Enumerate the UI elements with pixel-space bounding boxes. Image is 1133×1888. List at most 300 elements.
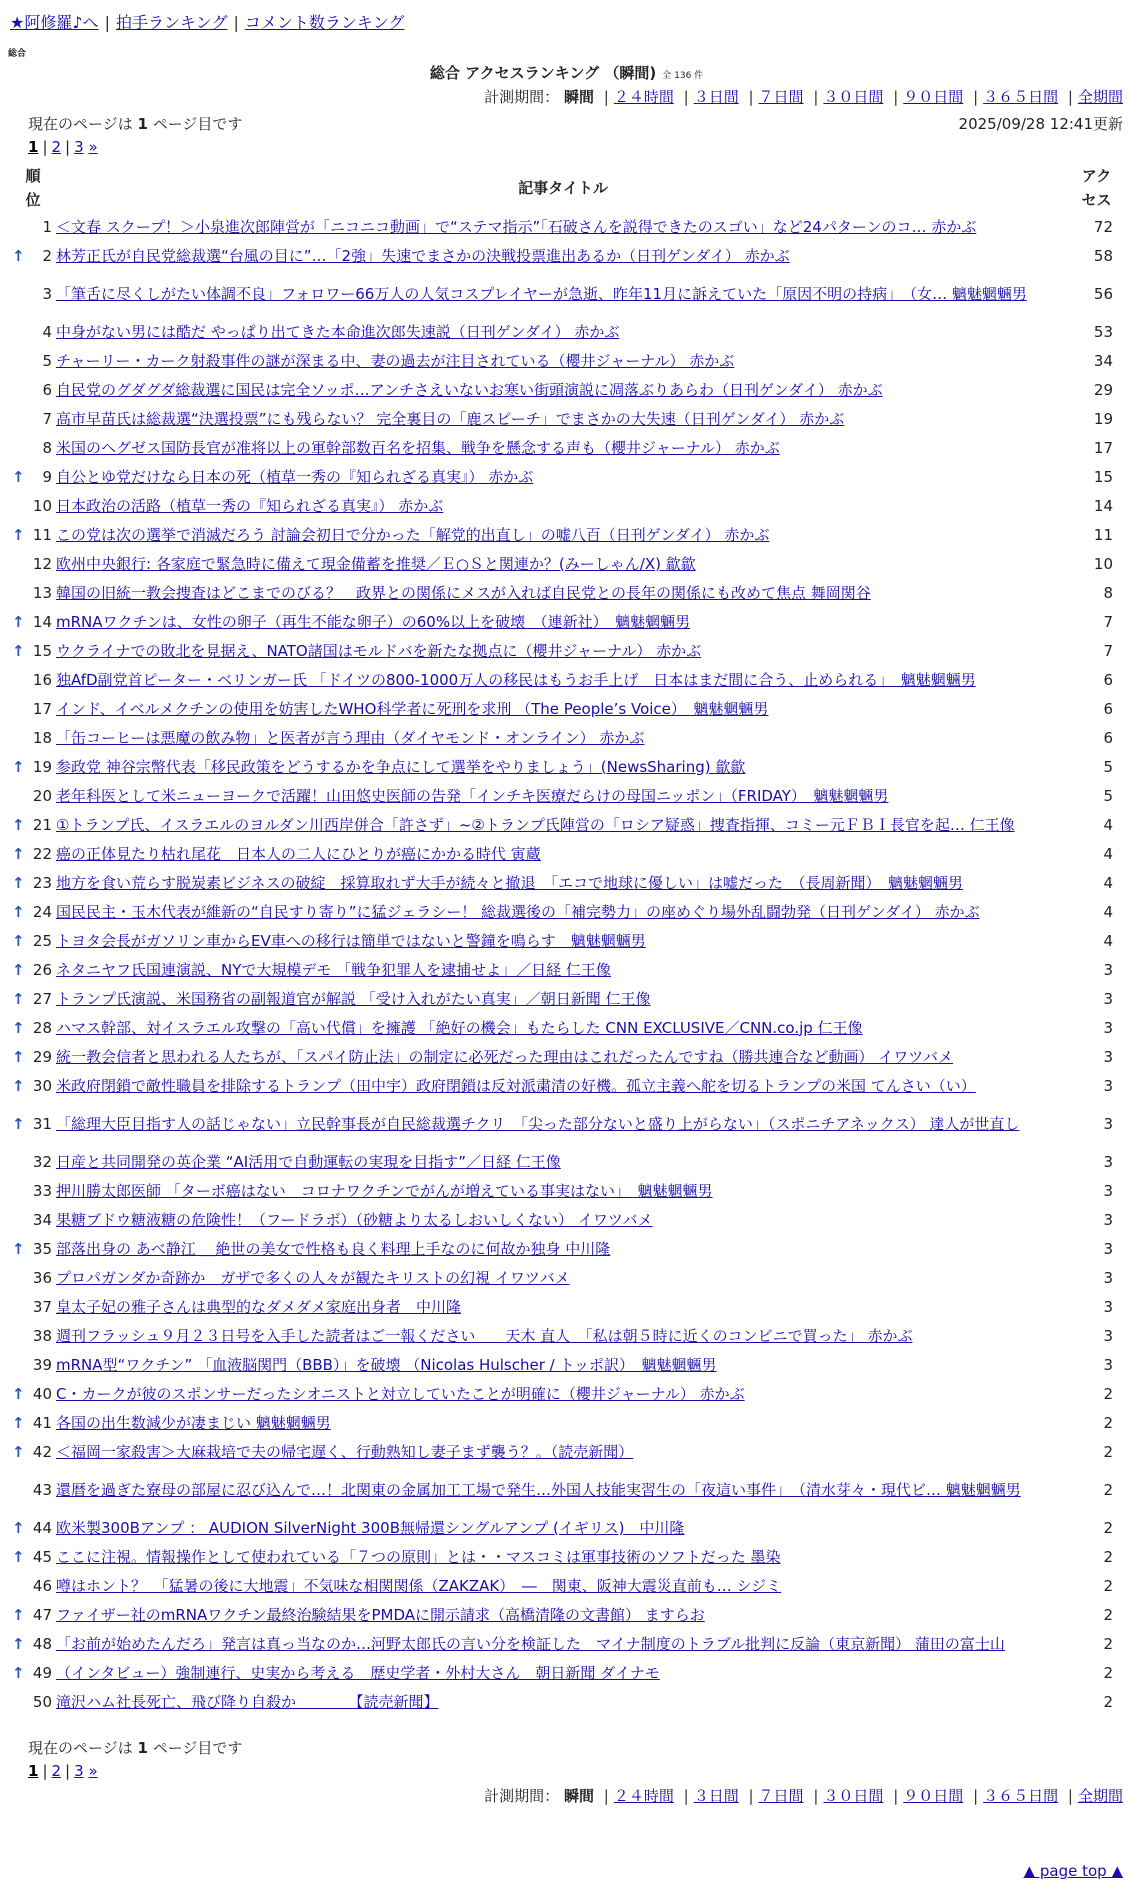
- count-header: [1070, 164, 1123, 212]
- article-link[interactable]: 自民党のグダグダ総裁選に国民は完全ソッポ…アンチさえいないお寒い街頭演説に凋落ぶりあらわ（日刊ゲンダイ） 赤かぶ: [56, 380, 883, 399]
- rank-cell: [10, 1042, 56, 1071]
- article-link[interactable]: ネタニヤフ氏国連演説、NYで大規模デモ 「戦争犯罪人を逮捕せよ」／日経 仁王像: [56, 960, 611, 979]
- rank-number: 4: [42, 322, 52, 341]
- article-link[interactable]: 各国の出生数減少が凄まじい 魑魅魍魎男: [56, 1413, 331, 1432]
- table-row: [10, 868, 1123, 897]
- table-row: [10, 462, 1123, 491]
- period-link[interactable]: ７日間: [758, 88, 804, 106]
- article-link[interactable]: ここに注視。情報操作として使われている「７つの原則」とは・・マスコミは軍事技術のソフトだった 墨染: [56, 1547, 781, 1566]
- rank-cell: [10, 520, 56, 549]
- article-link[interactable]: 米政府閉鎖で敵性職員を排除するトランプ（田中宇）政府閉鎖は反対派粛清の好機。孤立主義へ舵を切るトランプの米国 てんさい（い）: [56, 1076, 976, 1095]
- table-row: [10, 665, 1123, 694]
- period-selector-bottom: 計測期間： 瞬間 | ２４時間 | ３日間 | ７日間 | ３０日間 | ９０日間 | ３６５日間 | 全期間: [484, 1787, 1123, 1805]
- access-count: 3: [1103, 1047, 1113, 1066]
- article-link[interactable]: 国民民主・玉木代表が維新の“自民すり寄り”に猛ジェラシー！ 総裁選後の「補完勢力」の座めぐり場外乱闘勃発（日刊ゲンダイ） 赤かぶ: [56, 902, 980, 921]
- title-cell: [56, 1042, 1070, 1071]
- table-row: [10, 578, 1123, 607]
- rank-up-arrow-icon: ↑: [12, 1076, 25, 1095]
- rank-up-arrow-icon: ↑: [12, 467, 25, 486]
- access-count: 3: [1103, 1268, 1113, 1287]
- pager-page-link[interactable]: 2: [51, 1762, 62, 1780]
- article-link[interactable]: 欧米製300Bアンプ ： AUDION SilverNight 300B無帰還シングルアンプ (イギリス) 中川隆: [56, 1518, 685, 1537]
- rank-up-arrow-icon: ↑: [12, 1518, 25, 1537]
- pager-page-link[interactable]: 3: [74, 138, 84, 156]
- access-count: 5: [1103, 757, 1113, 776]
- article-link[interactable]: 還暦を過ぎた寮母の部屋に忍び込んで…！北関東の金属加工工場で発生…外国人技能実習生の「夜這い事件」 （清水芽々・現代ビ… 魑魅魍魎男: [56, 1480, 1021, 1499]
- rank-cell: [10, 926, 56, 955]
- rank-number: 13: [32, 583, 52, 602]
- access-count: 53: [1093, 322, 1113, 341]
- table-row: [10, 723, 1123, 752]
- access-count: 29: [1093, 380, 1113, 399]
- rank-up-arrow-icon: ↑: [12, 246, 25, 265]
- pager-bottom: 1 | 2 | 3 »: [28, 1762, 98, 1780]
- table-row: [10, 1600, 1123, 1629]
- article-link[interactable]: 皇太子妃の雅子さんは典型的なダメダメ家庭出身者 中川隆: [56, 1297, 462, 1316]
- rank-number: 45: [32, 1547, 52, 1566]
- rank-number: 40: [32, 1384, 52, 1403]
- title-cell: [56, 1600, 1070, 1629]
- nav-comment-ranking-link[interactable]: コメント数ランキング: [244, 13, 405, 32]
- table-row: [10, 1147, 1123, 1176]
- title-cell: [56, 241, 1070, 270]
- title-cell: [56, 433, 1070, 462]
- title-cell: [56, 694, 1070, 723]
- rank-cell: [10, 1205, 56, 1234]
- rank-cell: [10, 375, 56, 404]
- rank-cell: [10, 1437, 56, 1466]
- rank-number: 3: [42, 284, 52, 303]
- rank-cell: [10, 1629, 56, 1658]
- title-cell: [56, 984, 1070, 1013]
- rank-cell: [10, 984, 56, 1013]
- table-row: [10, 1379, 1123, 1408]
- access-count: 3: [1103, 1326, 1113, 1345]
- rank-cell: [10, 1600, 56, 1629]
- table-row: [10, 212, 1123, 241]
- article-link[interactable]: 噂はホント？ 「猛暑の後に大地震」不気味な相関関係（ZAKZAK） ― 関東、阪神大震災直前も… シジミ: [56, 1576, 782, 1595]
- nav-home-link[interactable]: ★阿修羅♪へ: [10, 13, 99, 32]
- article-link[interactable]: 地方を食い荒らす脱炭素ビジネスの破綻 採算取れず大手が続々と撤退 「エコで地球に優しい」は嘘だった （長周新聞） 魑魅魍魎男: [56, 873, 964, 892]
- title-cell: [56, 1571, 1070, 1600]
- page-info-number: 1: [137, 115, 148, 133]
- period-link[interactable]: ３０日間: [823, 88, 884, 106]
- table-row: [10, 1100, 1123, 1147]
- table-row: [10, 241, 1123, 270]
- rank-cell: [10, 491, 56, 520]
- access-count: 4: [1103, 902, 1113, 921]
- access-count: 3: [1103, 1018, 1113, 1037]
- rank-number: 12: [32, 554, 52, 573]
- rank-up-arrow-icon: ↑: [12, 1442, 25, 1461]
- rank-cell: [10, 955, 56, 984]
- article-link[interactable]: 「お前が始めたんだろ」発言は真っ当なのか…河野太郎氏の言い分を検証した マイナ制度のトラブル批判に反論（東京新聞） 蒲田の富士山: [56, 1634, 1005, 1653]
- access-count: 56: [1093, 284, 1113, 303]
- access-count: 2: [1103, 1413, 1113, 1432]
- page-title: [0, 62, 1133, 83]
- article-link[interactable]: mRNA型“ワクチン” 「血液脳関門（BBB）」を破壊 （Nicolas Hulscher / トッポ訳） 魑魅魍魎男: [56, 1355, 717, 1374]
- title-cell: [56, 317, 1070, 346]
- rank-number: 18: [32, 728, 52, 747]
- access-count: 4: [1103, 815, 1113, 834]
- access-count: 3: [1103, 1152, 1113, 1171]
- rank-cell: [10, 781, 56, 810]
- rank-number: 11: [32, 525, 52, 544]
- access-count: 11: [1093, 525, 1113, 544]
- article-link[interactable]: ①トランプ氏、イスラエルのヨルダン川西岸併合「許さず」~②トランプ氏陣営の「ロシア疑惑」捜査指揮、コミー元ＦＢＩ長官を起… 仁王像: [56, 815, 1015, 834]
- rank-up-arrow-icon: ↑: [12, 873, 25, 892]
- table-row: [10, 1408, 1123, 1437]
- rank-number: 21: [32, 815, 52, 834]
- rank-number: 27: [32, 989, 52, 1008]
- pager-current[interactable]: 1: [28, 138, 39, 156]
- top-nav: ★阿修羅♪へ | 拍手ランキング | コメント数ランキング: [10, 13, 405, 32]
- ranking-table: [10, 164, 1123, 1716]
- article-link[interactable]: 独AfD副党首ピーター・ベリンガー氏 「ドイツの800-1000万人の移民はもうお手上げ 日本はまだ間に合う、止められる」 魑魅魍魎男: [56, 670, 976, 689]
- page-info-bottom: [28, 1737, 242, 1758]
- article-link[interactable]: 「缶コーヒーは悪魔の飲み物」と医者が言う理由（ダイヤモンド・オンライン） 赤かぶ: [56, 728, 645, 747]
- pager-top: 1 | 2 | 3 »: [28, 138, 98, 156]
- rank-cell: [10, 665, 56, 694]
- article-link[interactable]: 欧州中央銀行: 各家庭で緊急時に備えて現金備蓄を推奨／Ｅ○Ｓと関連か？(みーしゃん/X) 歙歙: [56, 554, 696, 573]
- rank-cell: [10, 270, 56, 317]
- article-link[interactable]: 韓国の旧統一教会捜査はどこまでのびる？ 政界との関係にメスが入れば自民党との長年の関係にも改めて焦点 舞岡関谷: [56, 583, 871, 602]
- article-link[interactable]: ウクライナでの敗北を見据え、NATO諸国はモルドバを新たな拠点に（櫻井ジャーナル） 赤かぶ: [56, 641, 702, 660]
- access-count: 15: [1093, 467, 1113, 486]
- table-row: [10, 1234, 1123, 1263]
- rank-cell: [10, 1513, 56, 1542]
- table-row: [10, 1176, 1123, 1205]
- table-row: [10, 1513, 1123, 1542]
- rank-number: 46: [32, 1576, 52, 1595]
- article-link[interactable]: ハマス幹部、対イスラエル攻撃の「高い代償」を擁護 「絶好の機会」もたらした CNN EXCLUSIVE／CNN.co.jp 仁王像: [56, 1018, 863, 1037]
- article-link[interactable]: 果糖ブドウ糖液糖の危険性！（フードラボ）（砂糖より太るしおいしくない） イワツバメ: [56, 1210, 653, 1229]
- rank-cell: [10, 1292, 56, 1321]
- rank-number: 10: [32, 496, 52, 515]
- table-row: [10, 955, 1123, 984]
- title-cell: [56, 1321, 1070, 1350]
- page-info-prefix: 現在のページは: [28, 1739, 133, 1757]
- rank-number: 29: [32, 1047, 52, 1066]
- period-link[interactable]: ３０日間: [823, 1787, 884, 1805]
- rank-number: 50: [32, 1692, 52, 1711]
- rank-number: 38: [32, 1326, 52, 1345]
- period-link[interactable]: 全期間: [1077, 1787, 1123, 1805]
- rank-cell: [10, 1658, 56, 1687]
- rank-up-arrow-icon: ↑: [12, 1114, 25, 1133]
- pager-page-link[interactable]: 3: [74, 1762, 84, 1780]
- article-link[interactable]: 癌の正体見たり枯れ尾花 日本人の二人にひとりが癌にかかる時代 寅蔵: [56, 844, 541, 863]
- nav-applause-ranking-link[interactable]: 拍手ランキング: [115, 13, 228, 32]
- pager-next-link[interactable]: »: [88, 1762, 98, 1780]
- period-link[interactable]: ９０日間: [903, 88, 964, 106]
- period-link[interactable]: ３日間: [693, 1787, 739, 1805]
- period-link[interactable]: ２４時間: [613, 1787, 674, 1805]
- rank-number: 1: [42, 217, 52, 236]
- rank-up-arrow-icon: ↑: [12, 1239, 25, 1258]
- period-link[interactable]: ９０日間: [903, 1787, 964, 1805]
- pager-current[interactable]: 1: [28, 1762, 39, 1780]
- title-cell: [56, 1234, 1070, 1263]
- title-cell: [56, 1629, 1070, 1658]
- article-link[interactable]: 押川勝太郎医師 「ターボ癌はない コロナワクチンでがんが増えている事実はない」 魑魅魍魎男: [56, 1181, 713, 1200]
- table-row: [10, 1571, 1123, 1600]
- article-link[interactable]: 日本政治の活路（植草一秀の『知られざる真実』） 赤かぶ: [56, 496, 444, 515]
- access-count: 14: [1093, 496, 1113, 515]
- rank-number: 22: [32, 844, 52, 863]
- article-link[interactable]: ＜福岡一家殺害＞大麻栽培で夫の帰宅遅く、行動熟知し妻子まず襲う？。（読売新聞）: [56, 1442, 634, 1461]
- rank-cell: [10, 578, 56, 607]
- updated-timestamp: 2025/09/28 12:41更新: [958, 115, 1123, 133]
- title-cell: [56, 665, 1070, 694]
- title-header: 記事タイトル: [518, 179, 608, 197]
- article-link[interactable]: 統一教会信者と思われる人たちが、「スパイ防止法」の制定に必死だった理由はこれだったんですね（勝共連合など動画） イワツバメ: [56, 1047, 953, 1066]
- rank-cell: [10, 404, 56, 433]
- table-row: [10, 1658, 1123, 1687]
- table-row: [10, 636, 1123, 665]
- title-cell: [56, 1350, 1070, 1379]
- pager-next-link[interactable]: »: [88, 138, 98, 156]
- article-link[interactable]: 「筆舌に尽くしがたい体調不良」フォロワー66万人の人気コスプレイヤーが急逝、昨年11月に訴えていた「原因不明の持病」 （女… 魑魅魍魎男: [56, 284, 1027, 303]
- title-cell: [56, 1408, 1070, 1437]
- rank-cell: [10, 1542, 56, 1571]
- rank-cell: [10, 1147, 56, 1176]
- title-cell: [56, 491, 1070, 520]
- rank-up-arrow-icon: ↑: [12, 1605, 25, 1624]
- access-count: 2: [1103, 1692, 1113, 1711]
- article-link[interactable]: 林芳正氏が自民党総裁選“台風の目に”…「2強」失速でまさかの決戦投票進出あるか（日刊ゲンダイ） 赤かぶ: [56, 246, 790, 265]
- access-count: 58: [1093, 246, 1113, 265]
- rank-number: 19: [32, 757, 52, 776]
- rank-number: 48: [32, 1634, 52, 1653]
- category-label: 総合: [8, 49, 27, 59]
- rank-cell: [10, 346, 56, 375]
- article-link[interactable]: ファイザー社のmRNAワクチン最終治験結果をPMDAに開示請求（高橋清隆の文書館） ますらお: [56, 1605, 705, 1624]
- rank-cell: [10, 1466, 56, 1513]
- article-link[interactable]: 参政党 神谷宗幣代表「移民政策をどうするかを争点にして選挙をやりましょう」(NewsSharing) 歙歙: [56, 757, 746, 776]
- rank-up-arrow-icon: ↑: [12, 1047, 25, 1066]
- rank-cell: [10, 1687, 56, 1716]
- rank-up-arrow-icon: ↑: [12, 960, 25, 979]
- page-info-suffix: ページ目です: [152, 115, 243, 133]
- page-info-number: 1: [137, 1739, 148, 1757]
- article-link[interactable]: この党は次の選挙で消滅だろう 討論会初日で分かった「解党的出直し」の嘘八百（日刊ゲンダイ） 赤かぶ: [56, 525, 770, 544]
- article-link[interactable]: mRNAワクチンは、女性の卵子（再生不能な卵子）の60%以上を破壊 （連新社） 魑魅魍魎男: [56, 612, 691, 631]
- table-row: [10, 694, 1123, 723]
- rank-up-arrow-icon: ↑: [12, 815, 25, 834]
- title-cell: [56, 810, 1070, 839]
- rank-number: 32: [32, 1152, 52, 1171]
- article-link[interactable]: トランプ氏演説、米国務省の副報道官が解説 「受け入れがたい真実」／朝日新聞 仁王像: [56, 989, 651, 1008]
- period-link[interactable]: ３６５日間: [983, 88, 1059, 106]
- rank-up-arrow-icon: ↑: [12, 989, 25, 1008]
- table-row: [10, 375, 1123, 404]
- article-link[interactable]: C・カークが彼のスポンサーだったシオニストと対立していたことが明確に（櫻井ジャーナル） 赤かぶ: [56, 1384, 745, 1403]
- rank-cell: [10, 549, 56, 578]
- rank-cell: [10, 1234, 56, 1263]
- access-count: 3: [1103, 1210, 1113, 1229]
- title-cell: [56, 955, 1070, 984]
- table-row: [10, 1687, 1123, 1716]
- rank-cell: [10, 897, 56, 926]
- period-link[interactable]: ２４時間: [613, 88, 674, 106]
- article-link[interactable]: 米国のヘグゼス国防長官が准将以上の軍幹部数百名を招集、戦争を懸念する声も（櫻井ジャーナル） 赤かぶ: [56, 438, 780, 457]
- rank-number: 44: [32, 1518, 52, 1537]
- article-link[interactable]: 滝沢ハム社長死亡、飛び降り自殺か 【読売新聞】: [56, 1692, 439, 1711]
- access-count: 4: [1103, 844, 1113, 863]
- access-count: 4: [1103, 931, 1113, 950]
- title-cell: [56, 839, 1070, 868]
- rank-cell: [10, 1350, 56, 1379]
- article-link[interactable]: 老年科医として米ニューヨークで活躍！山田悠史医師の告発「インチキ医療だらけの母国ニッポン」（FRIDAY） 魑魅魍魎男: [56, 786, 889, 805]
- title-cell: [56, 404, 1070, 433]
- access-count: 3: [1103, 989, 1113, 1008]
- count-header-label: アクセス: [1081, 167, 1112, 209]
- access-count: 2: [1103, 1663, 1113, 1682]
- access-count: 3: [1103, 1076, 1113, 1095]
- access-count: 7: [1103, 612, 1113, 631]
- rank-cell: [10, 839, 56, 868]
- rank-up-arrow-icon: ↑: [12, 641, 25, 660]
- rank-cell: [10, 1321, 56, 1350]
- article-link[interactable]: インド、イベルメクチンの使用を妨害したWHO科学者に死刑を求刑 （The People’s Voice） 魑魅魍魎男: [56, 699, 769, 718]
- title-cell: [56, 636, 1070, 665]
- rank-up-arrow-icon: ↑: [12, 844, 25, 863]
- table-row: [10, 1437, 1123, 1466]
- article-link[interactable]: 高市早苗氏は総裁選“決選投票”にも残らない？ 完全裏目の「鹿スピーチ」でまさかの大失速（日刊ゲンダイ） 赤かぶ: [56, 409, 845, 428]
- article-link[interactable]: 自公とゆ党だけなら日本の死（植草一秀の『知られざる真実』） 赤かぶ: [56, 467, 534, 486]
- article-link[interactable]: ＜文春 スクープ！＞小泉進次郎陣営が「ニコニコ動画」で“ステマ指示”「石破さんを説得できたのスゴい」など24パターンのコ… 赤かぶ: [56, 217, 977, 236]
- access-count: 19: [1093, 409, 1113, 428]
- period-link[interactable]: 全期間: [1077, 88, 1123, 106]
- rank-cell: [10, 607, 56, 636]
- table-row: [10, 1466, 1123, 1513]
- rank-cell: [10, 752, 56, 781]
- rank-number: 36: [32, 1268, 52, 1287]
- article-link[interactable]: 部落出身の あべ静江 ＿絶世の美女で性格も良く料理上手なのに何故か独身 中川隆: [56, 1239, 611, 1258]
- rank-up-arrow-icon: ↑: [12, 1384, 25, 1403]
- access-count: 3: [1103, 1239, 1113, 1258]
- rank-number: 33: [32, 1181, 52, 1200]
- title-cell: [56, 723, 1070, 752]
- table-row: [10, 897, 1123, 926]
- rank-up-arrow-icon: ↑: [12, 902, 25, 921]
- article-link[interactable]: トヨタ会長がガソリン車からEV車への移行は簡単ではないと警鐘を鳴らす 魑魅魍魎男: [56, 931, 646, 950]
- table-row: [10, 781, 1123, 810]
- access-count: 2: [1103, 1634, 1113, 1653]
- access-count: 3: [1103, 1181, 1113, 1200]
- rank-header: [10, 164, 56, 212]
- table-row: [10, 1013, 1123, 1042]
- table-row: [10, 1263, 1123, 1292]
- access-count: 6: [1103, 670, 1113, 689]
- table-row: [10, 317, 1123, 346]
- access-count: 2: [1103, 1518, 1113, 1537]
- title-cell: [56, 1542, 1070, 1571]
- rank-cell: [10, 433, 56, 462]
- title-cell: [56, 212, 1070, 241]
- access-count: 5: [1103, 786, 1113, 805]
- title-cell: [56, 1013, 1070, 1042]
- table-row: [10, 404, 1123, 433]
- table-row: [10, 1042, 1123, 1071]
- page-info-top: [28, 113, 242, 134]
- rank-number: 41: [32, 1413, 52, 1432]
- article-link[interactable]: チャーリー・カーク射殺事件の謎が深まる中、妻の過去が注目されている（櫻井ジャーナル） 赤かぶ: [56, 351, 735, 370]
- pager-page-link[interactable]: 2: [51, 138, 62, 156]
- rank-cell: [10, 317, 56, 346]
- table-row: [10, 752, 1123, 781]
- rank-number: 42: [32, 1442, 52, 1461]
- access-count: 6: [1103, 728, 1113, 747]
- rank-cell: [10, 1176, 56, 1205]
- title-cell: [56, 781, 1070, 810]
- title-cell: [56, 375, 1070, 404]
- article-link[interactable]: プロパガンダか奇跡か ガザで多くの人々が観たキリストの幻視 イワツバメ: [56, 1268, 570, 1287]
- rank-cell: [10, 1571, 56, 1600]
- table-row: [10, 984, 1123, 1013]
- article-link[interactable]: （インタビュー）強制連行、史実から考える 歴史学者・外村大さん 朝日新聞 ダイナモ: [56, 1663, 660, 1682]
- period-link[interactable]: ３６５日間: [983, 1787, 1059, 1805]
- rank-cell: [10, 1408, 56, 1437]
- title-cell: [56, 520, 1070, 549]
- access-count: 72: [1093, 217, 1113, 236]
- rank-number: 17: [32, 699, 52, 718]
- rank-number: 20: [32, 786, 52, 805]
- ranking-rows: [10, 212, 1123, 1716]
- title-cell: [56, 1176, 1070, 1205]
- rank-up-arrow-icon: ↑: [12, 1634, 25, 1653]
- period-current: 瞬間: [563, 1787, 594, 1805]
- table-row: [10, 1292, 1123, 1321]
- rank-up-arrow-icon: ↑: [12, 1547, 25, 1566]
- title-cell: [56, 1100, 1070, 1147]
- access-count: 8: [1103, 583, 1113, 602]
- rank-number: 34: [32, 1210, 52, 1229]
- rank-number: 37: [32, 1297, 52, 1316]
- table-row: [10, 1071, 1123, 1100]
- access-count: 3: [1103, 1114, 1113, 1133]
- table-row: [10, 433, 1123, 462]
- title-cell: [56, 1379, 1070, 1408]
- table-row: [10, 810, 1123, 839]
- table-header-row: [10, 164, 1123, 212]
- rank-number: 16: [32, 670, 52, 689]
- rank-cell: [10, 1100, 56, 1147]
- rank-up-arrow-icon: ↑: [12, 525, 25, 544]
- page-top-link[interactable]: ▲ page top ▲: [1023, 1862, 1123, 1880]
- rank-number: 26: [32, 960, 52, 979]
- period-link[interactable]: ７日間: [758, 1787, 804, 1805]
- article-link[interactable]: 「総理大臣目指す人の話じゃない」立民幹事長が自民総裁選チクリ 「尖った部分ないと盛り上がらない」（スポニチアネックス） 達人が世直し: [56, 1114, 1020, 1133]
- rank-number: 7: [42, 409, 52, 428]
- title-cell: [56, 1687, 1070, 1716]
- access-count: 6: [1103, 699, 1113, 718]
- period-link[interactable]: ３日間: [693, 88, 739, 106]
- article-link[interactable]: 中身がない男には酷だ やっぱり出てきた本命進次郎失速説（日刊ゲンダイ） 赤かぶ: [56, 322, 620, 341]
- article-link[interactable]: 日産と共同開発の英企業 “AI活用で自動運転の実現を目指す”／日経 仁王像: [56, 1152, 561, 1171]
- rank-up-arrow-icon: ↑: [12, 1413, 25, 1432]
- rank-cell: [10, 462, 56, 491]
- article-link[interactable]: 週刊フラッシュ９月２３日号を入手した読者はご一報ください 天木 直人 「私は朝５時に近くのコンビニで買った」 赤かぶ: [56, 1326, 913, 1345]
- rank-number: 24: [32, 902, 52, 921]
- title-cell: [56, 1658, 1070, 1687]
- access-count: 2: [1103, 1576, 1113, 1595]
- rank-cell: [10, 1071, 56, 1100]
- page-info-prefix: 現在のページは: [28, 115, 133, 133]
- access-count: 2: [1103, 1442, 1113, 1461]
- access-count: 2: [1103, 1547, 1113, 1566]
